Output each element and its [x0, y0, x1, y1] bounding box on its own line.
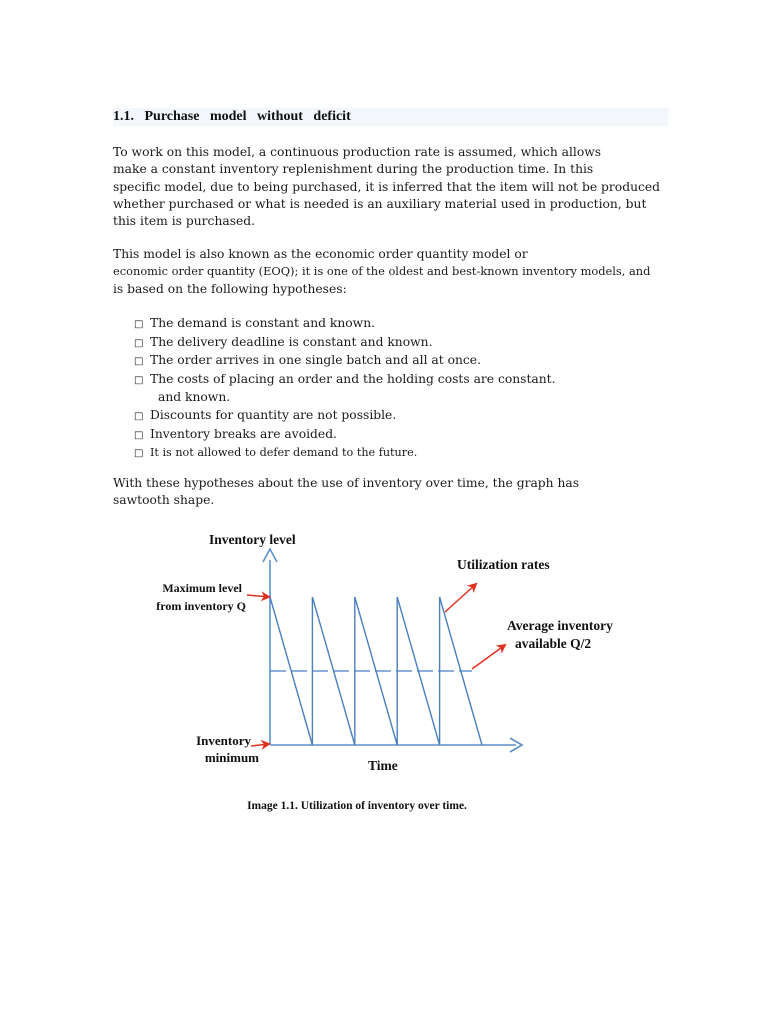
min-level-label: Inventory [196, 733, 251, 748]
list-item: □ The demand is constant and known. [134, 315, 556, 334]
eoq-line: economic order quantity (EOQ); it is one of the oldest and best-known inventory models, and [113, 264, 651, 279]
x-axis-label: Time [368, 758, 398, 773]
checkbox-glyph-icon: □ [134, 319, 144, 330]
intro-line: whether purchased or what is needed is an auxiliary material used in production, but [113, 196, 647, 211]
intro-line: make a constant inventory replenishment during the production time. In this [113, 162, 594, 177]
intro-line: this item is purchased. [113, 214, 256, 229]
intro-line: specific model, due to being purchased, it is inferred that the item will not be produced [113, 179, 661, 194]
checkbox-glyph-icon: □ [134, 429, 144, 441]
conclusion-line: sawtooth shape. [113, 493, 215, 508]
max-level-label: from inventory Q [156, 599, 246, 613]
min-level-arrow [251, 744, 269, 746]
y-axis-label: Inventory level [209, 532, 296, 547]
figure-caption: Image 1.1. Utilization of inventory over time. [247, 800, 467, 812]
checkbox-glyph-icon: □ [134, 374, 144, 386]
list-item: □ The costs of placing an order and the holding costs are constant. [134, 371, 556, 390]
intro-line: To work on this model, a continuous production rate is assumed, which allows [113, 145, 602, 159]
max-level-label: Maximum level [162, 581, 242, 595]
checkbox-glyph-icon: □ [134, 410, 144, 422]
utilization-label: Utilization rates [457, 557, 550, 572]
utilization-arrow [445, 584, 476, 612]
checkbox-glyph-icon: □ [134, 337, 144, 349]
list-item-continuation: and known. [158, 390, 231, 405]
list-item: □ The delivery deadline is constant and known. [134, 334, 556, 353]
average-inventory-label: Average inventory [507, 618, 613, 633]
min-level-label: minimum [204, 750, 259, 765]
list-item: □ The order arrives in one single batch and all at once. [134, 352, 556, 371]
section-heading: 1.1. Purchase model without deficit [113, 108, 669, 126]
checkbox-glyph-icon: □ [134, 356, 144, 368]
list-item: □ Inventory breaks are avoided. [134, 426, 556, 445]
max-level-arrow [247, 595, 269, 597]
average-inventory-label: available Q/2 [515, 636, 592, 651]
checkbox-glyph-icon: □ [134, 448, 144, 460]
eoq-line: is based on the following hypotheses: [113, 281, 347, 296]
average-arrow [472, 645, 505, 669]
list-item: □ Discounts for quantity are not possible. [134, 407, 556, 426]
list-item: □ It is not allowed to defer demand to the future. [134, 444, 556, 463]
conclusion-line: With these hypotheses about the use of inventory over time, the graph has [113, 476, 580, 490]
eoq-line: This model is also known as the economic order quantity model or [113, 247, 528, 261]
